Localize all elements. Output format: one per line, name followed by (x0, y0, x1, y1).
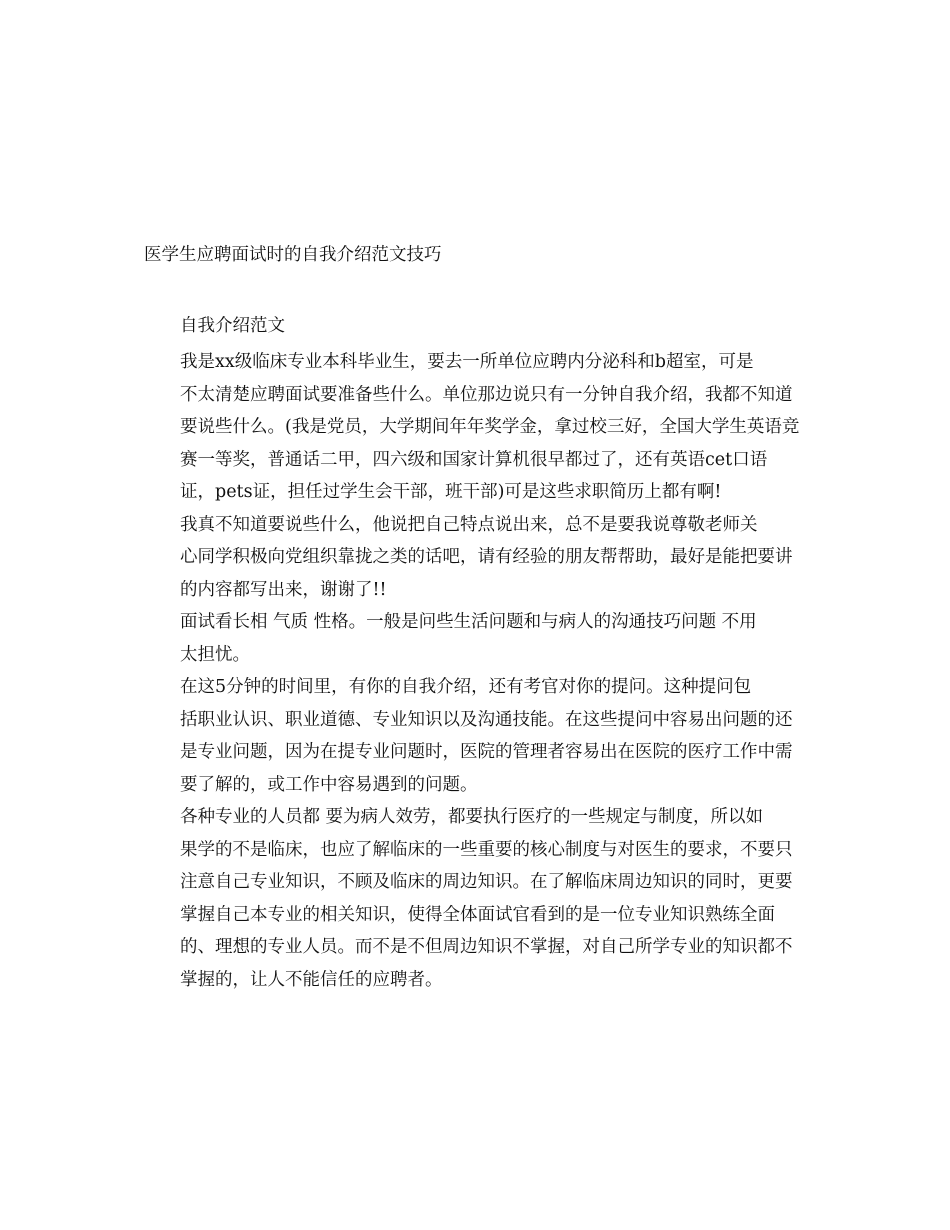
paragraph-line: 要说些什么。(我是党员，大学期间年年奖学金，拿过校三好，全国大学生英语竞 (180, 417, 800, 437)
paragraph-line: 我真不知道要说些什么，他说把自己特点说出来，总不是要我说尊敬老师关 (180, 514, 758, 535)
paragraph-line: 我是xx级临床专业本科毕业生，要去一所单位应聘内分泌科和b超室，可是 (180, 352, 754, 372)
paragraph-line: 不太清楚应聘面试要准备些什么。单位那边说只有一分钟自我介绍，我都不知道 (180, 384, 793, 405)
paragraph-line: 各种专业的人员都 要为病人效劳，都要执行医疗的一些规定与制度，所以如 (180, 807, 764, 827)
paragraph (144, 606, 806, 671)
paragraph-line: 在这5分钟的时间里，有你的自我介绍，还有考官对你的提问。这种提问包 (180, 677, 752, 697)
paragraph-line: 要了解的，或工作中容易遇到的问题。 (180, 774, 478, 795)
paragraph-line: 掌握的，让人不能信任的应聘者。 (180, 969, 443, 990)
paragraph-line: 赛一等奖，普通话二甲，四六级和国家计算机很早都过了，还有英语cet口语 (180, 449, 768, 470)
paragraph-line: 是专业问题，因为在提专业问题时，医院的管理者容易出在医院的医疗工作中需 (180, 742, 793, 762)
paragraph-line: 太担忧。 (180, 644, 250, 665)
paragraph-line: 括职业认识、职业道德、专业知识以及沟通技能。在这些提问中容易出问题的还 (180, 709, 793, 730)
paragraph (144, 801, 806, 996)
section-heading: 自我介绍范文 (180, 316, 285, 336)
paragraph (144, 346, 806, 509)
document-title: 医学生应聘面试时的自我介绍范文技巧 (144, 245, 442, 265)
document-body (144, 346, 806, 996)
paragraph-line: 的、理想的专业人员。而不是不但周边知识不掌握，对自己所学专业的知识都不 (180, 937, 793, 957)
paragraph-line: 心同学积极向党组织靠拢之类的话吧，请有经验的朋友帮帮助，最好是能把要讲 (180, 547, 793, 567)
paragraph (144, 671, 806, 801)
paragraph-line: 证，pets证，担任过学生会干部，班干部)可是这些求职简历上都有啊! (180, 482, 722, 502)
paragraph-line: 掌握自己本专业的相关知识，使得全体面试官看到的是一位专业知识熟练全面 (180, 904, 775, 925)
paragraph-line: 的内容都写出来，谢谢了!! (180, 579, 387, 600)
paragraph (144, 509, 806, 607)
paragraph-line: 注意自己专业知识，不顾及临床的周边知识。在了解临床周边知识的同时，更要 (180, 872, 793, 892)
paragraph-line: 面试看长相 气质 性格。一般是问些生活问题和与病人的沟通技巧问题 不用 (180, 612, 757, 632)
paragraph-line: 果学的不是临床，也应了解临床的一些重要的核心制度与对医生的要求，不要只 (180, 839, 793, 860)
